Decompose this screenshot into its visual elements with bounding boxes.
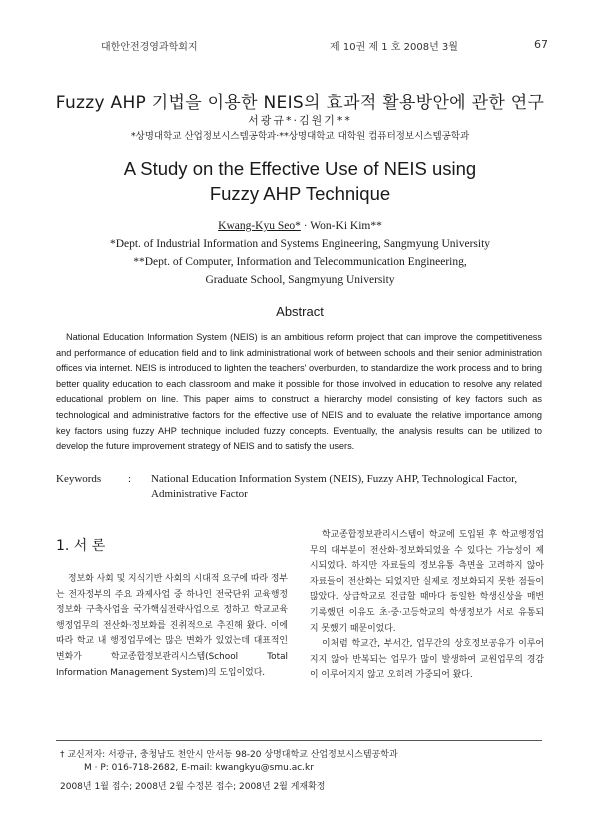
footnote-dates: 2008년 1월 접수; 2008년 2월 수정본 접수; 2008년 2월 게재확정	[60, 782, 326, 792]
paragraph: 이처럼 학교간, 부서간, 업무간의 상호정보공유가 이루어지지 않아 반복되는 업무가 많이 발생하여 교원업무의 경감이 이루어지지 않고 오히려 가중되어 왔다.	[310, 639, 544, 681]
abstract-text: National Education Information System (NEIS) is an ambitious reform project that can improve the competitiveness and performance of education field and to link administrational work of between schools and their senior administration offices via internet. NEIS is introduced to lighten the teachers' overburden, to standardize the work process and to bring better quality education to each classroom and make it possible for those involved in education to resolve any related educational problem on line. This paper aims to construct a hierarchy model consisting of key factors such as technological and administrative factors for the effective use of NEIS and to evaluate the relative importance among key factors using fuzzy AHP technique included fuzzy concepts. Eventually, the analysis results can be utilized to develop the future improvement strategy of NEIS and to satisfy the users.	[56, 332, 542, 452]
english-title-line2: Fuzzy AHP Technique	[209, 183, 391, 204]
journal-name: 대한안전경영과학회지	[101, 42, 198, 53]
korean-authors: 서광규*·김원기**	[248, 114, 352, 127]
english-affiliation-2: **Dept. of Computer, Information and Telecommunication Engineering,	[133, 256, 467, 268]
korean-affiliation: *상명대학교 산업정보시스템공학과·**상명대학교 대학원 컴퓨터정보시스템공학과	[130, 131, 470, 142]
section-title: 1. 서 론	[56, 538, 106, 554]
english-affiliation-1: *Dept. of Industrial Information and Systems Engineering, Sangmyung University	[109, 238, 491, 250]
body-column-right	[310, 528, 544, 684]
keywords-colon: :	[128, 473, 132, 485]
english-title-line1: A Study on the Effective Use of NEIS using	[123, 158, 477, 179]
abstract-heading: Abstract	[276, 304, 324, 319]
english-affiliation-3: Graduate School, Sangmyung University	[205, 274, 395, 286]
english-authors	[0, 220, 600, 232]
footnote-contact: M · P: 016-718-2682, E-mail: kwangkyu@smu.ac.kr	[84, 763, 314, 773]
footnote-author: † 교신저자: 서광규, 충청남도 천안시 안서동 98-20 상명대학교 산업정보시스템공학과	[60, 750, 398, 760]
author-1: Kwang-Kyu Seo*	[218, 220, 301, 232]
issue-info: 제 10권 제 1 호 2008년 3월	[330, 42, 458, 53]
author-separator: ·	[300, 220, 311, 232]
paragraph: 정보화 사회 및 지식기반 사회의 시대적 요구에 따라 정부는 전자정부의 주요 과제사업 중 하나인 전국단위 교육행정정보화 구축사업을 국가핵심전략사업으로 정하고 학교교육행정업무의 전산화·정보화를 진취적으로 추진해 왔다. 이에 따라 학교 내 행정업무에는 많은 변화가 있었는데 대표적인 변화가 학교종합정보관리시스템(School Total Information Management System)의 도입이었다.	[56, 574, 288, 678]
author-2: Won-Ki Kim**	[310, 220, 382, 232]
paragraph: 학교종합정보관리시스템이 학교에 도입된 후 학교행정업무의 대부분이 전산화·정보화되었을 수 있다는 가능성이 제시되었다. 하지만 자료들의 정보유통 측면을 고려하지 않아 자료들이 전산화는 되었지만 실제로 정보화되지 못한 점들이 많았다. 상급학교로 진급할 때마다 동일한 학생신상을 매번 기록했던 이유도 초·중·고등학교의 학생정보가 서로 유통되지 못했기 때문이었다.	[310, 530, 544, 634]
body-column-left	[56, 572, 288, 681]
page-number: 67	[534, 38, 548, 51]
keywords-label: Keywords	[56, 473, 102, 485]
footnote-divider	[56, 740, 542, 741]
keywords-text: National Education Information System (NEIS), Fuzzy AHP, Technological Factor, Administrative Factor	[151, 473, 518, 500]
korean-title: Fuzzy AHP 기법을 이용한 NEIS의 효과적 활용방안에 관한 연구	[55, 93, 545, 113]
english-title	[0, 156, 600, 206]
